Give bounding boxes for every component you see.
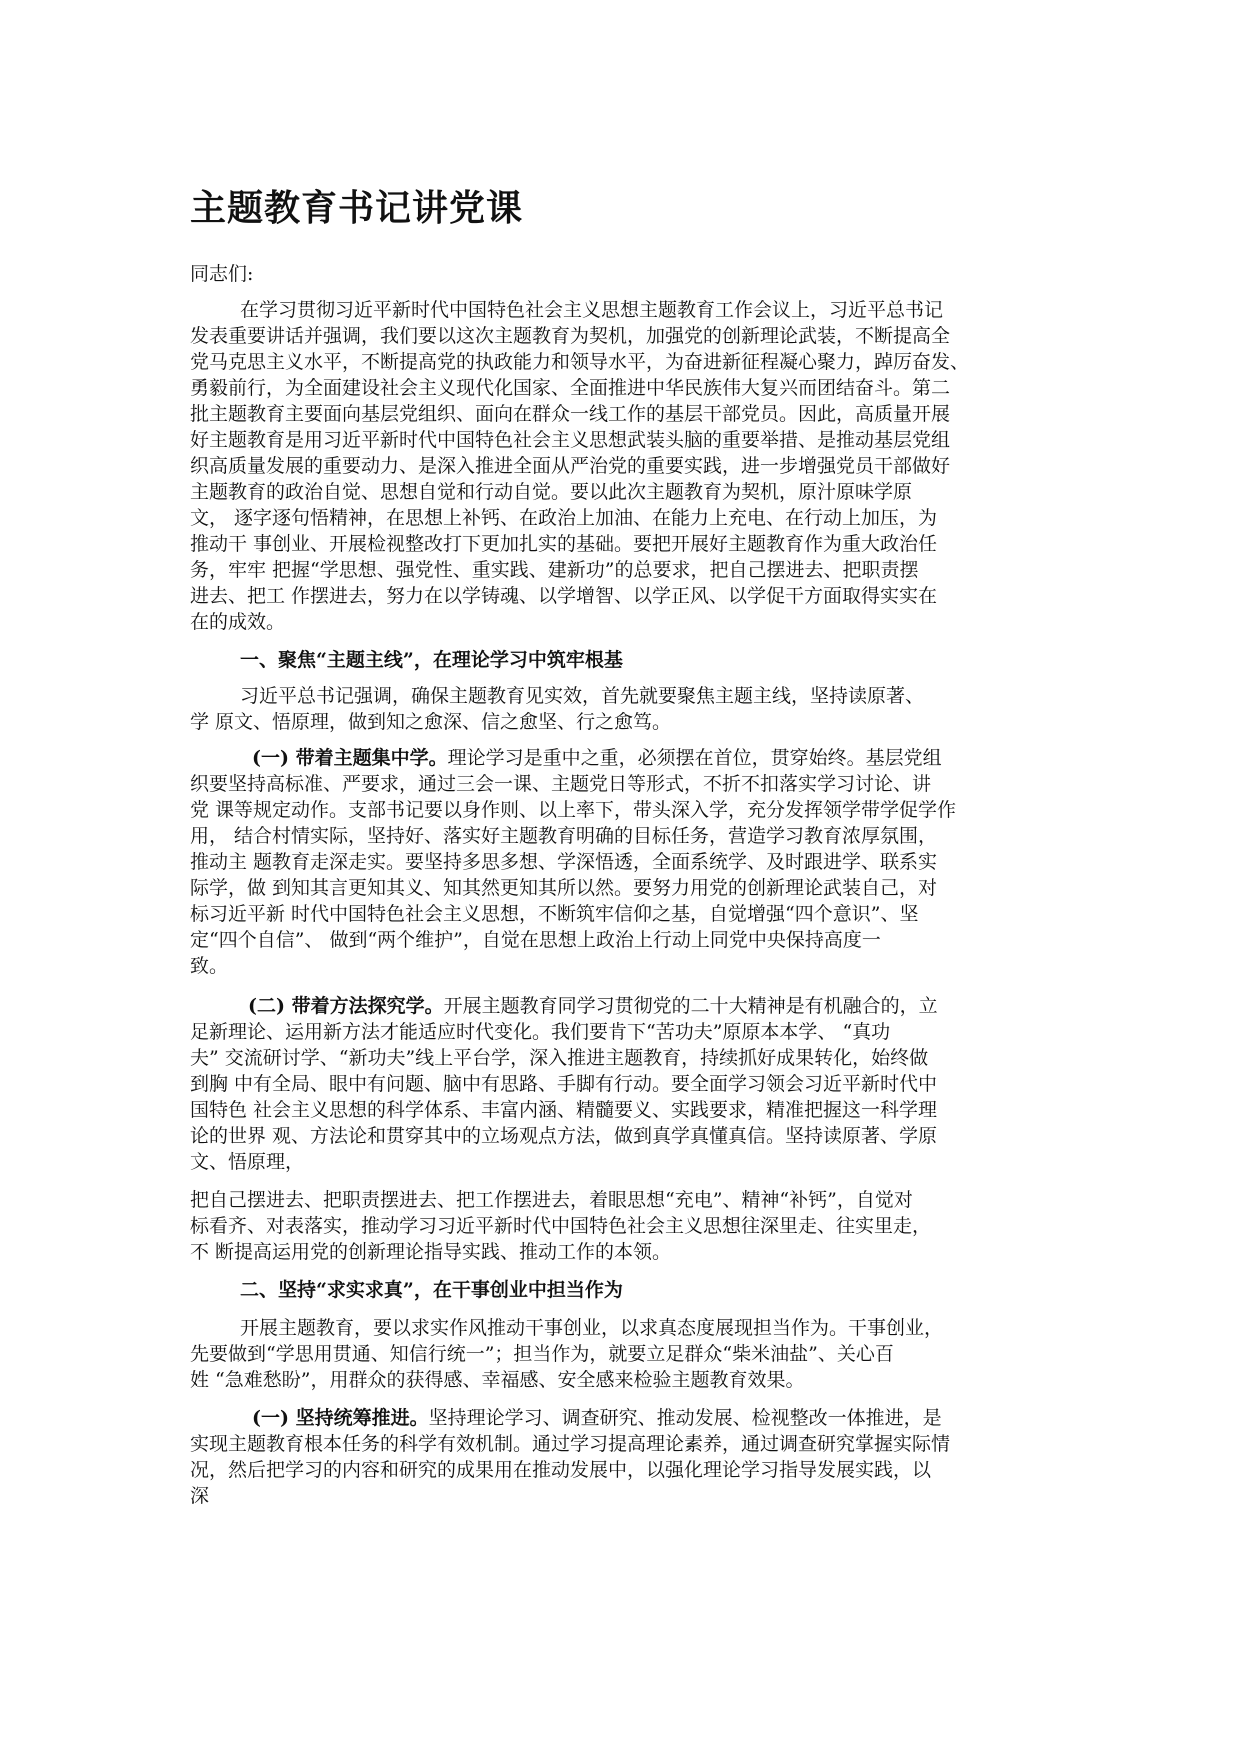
subsection-label: (一) 带着主题集中学。 — [252, 747, 448, 769]
intro-line: 好主题教育是用习近平新时代中国特色社会主义思想武装头脑的重要举措、是推动基层党组 — [190, 429, 951, 451]
subsection-first-line — [248, 994, 938, 1018]
subsection-first-line — [252, 746, 942, 770]
subsection-line: 国特色 社会主义思想的科学体系、丰富内涵、精髓要义、实践要求，精准把握这一科学理 — [190, 1099, 938, 1121]
intro-line: 党马克思主义水平，不断提高党的执政能力和领导水平，为奋进新征程凝心聚力，踔厉奋发、 — [190, 351, 970, 373]
intro-line: 推动干 事创业、开展检视整改打下更加扎实的基础。要把开展好主题教育作为重大政治任 — [190, 533, 938, 555]
subsection-line: 际学，做 到知其言更知其义、知其然更知其所以然。要努力用党的创新理论武装自己，对 — [190, 877, 938, 899]
subsection-line: 文、悟原理， — [190, 1151, 305, 1173]
subsection-line: 党 课等规定动作。支部书记要以身作则、以上率下，带头深入学，充分发挥领学带学促学作 — [190, 799, 957, 821]
subsection-line: 用， 结合村情实际，坚持好、落实好主题教育明确的目标任务，营造学习教育浓厚氛围， — [190, 825, 938, 847]
continuation-line: 标看齐、对表落实，推动学习习近平新时代中国特色社会主义思想往深里走、往实里走， — [190, 1215, 932, 1237]
subsection-line: 织要坚持高标准、严要求，通过三会一课、主题党日等形式，不折不扣落实学习讨论、讲 — [190, 773, 932, 795]
intro-line: 在的成效。 — [190, 611, 286, 633]
intro-line: 在学习贯彻习近平新时代中国特色社会主义思想主题教育工作会议上，习近平总书记 — [240, 299, 944, 321]
subsection-line: 论的世界 观、方法论和贯穿其中的立场观点方法，做到真学真懂真信。坚持读原著、学原 — [190, 1125, 938, 1147]
section-paragraph-line: 学 原文、悟原理，做到知之愈深、信之愈坚、行之愈笃。 — [190, 711, 672, 733]
subsection-line: 实现主题教育根本任务的科学有效机制。通过学习提高理论素养，通过调查研究掌握实际情 — [190, 1433, 951, 1455]
intro-line: 批主题教育主要面向基层党组织、面向在群众一线工作的基层干部党员。因此，高质量开展 — [190, 403, 951, 425]
subsection-label: (一) 坚持统筹推进。 — [252, 1407, 429, 1429]
subsection-line: 深 — [190, 1485, 210, 1507]
section-paragraph-line: 姓 “急难愁盼”，用群众的获得感、幸福感、安全感来检验主题教育效果。 — [190, 1369, 805, 1391]
subsection-line: 况，然后把学习的内容和研究的成果用在推动发展中，以强化理论学习指导发展实践，以 — [190, 1459, 932, 1481]
subsection-line: 标习近平新 时代中国特色社会主义思想，不断筑牢信仰之基，自觉增强“四个意识”、坚 — [190, 903, 919, 925]
greeting: 同志们: — [190, 263, 254, 285]
subsection-line: 到胸 中有全局、眼中有问题、脑中有思路、手脚有行动。要全面学习领会习近平新时代中 — [190, 1073, 938, 1095]
subsection-line: 定“四个自信”、 做到“两个维护”，自觉在思想上政治上行动上同党中央保持高度一 — [190, 929, 881, 951]
subsection-text: 坚持理论学习、调查研究、推动发展、检视整改一体推进，是 — [428, 1407, 942, 1429]
subsection-line: 夫” 交流研讨学、“新功夫”线上平台学，深入推进主题教育，持续抓好成果转化，始终做 — [190, 1047, 929, 1069]
section-heading: 二、坚持“求实求真”，在干事创业中担当作为 — [240, 1279, 623, 1301]
intro-line: 进去、把工 作摆进去，努力在以学铸魂、以学增智、以学正风、以学促干方面取得实实在 — [190, 585, 938, 607]
subsection-first-line — [252, 1406, 942, 1430]
subsection-text: 开展主题教育同学习贯彻党的二十大精神是有机融合的，立 — [443, 995, 938, 1017]
section-heading: 一、聚焦“主题主线”，在理论学习中筑牢根基 — [240, 649, 623, 671]
section-paragraph-line: 开展主题教育，要以求实作风推动干事创业，以求真态度展现担当作为。干事创业， — [240, 1317, 944, 1339]
intro-line: 勇毅前行，为全面建设社会主义现代化国家、全面推进中华民族伟大复兴而团结奋斗。第二 — [190, 377, 951, 399]
subsection-line: 致。 — [190, 955, 229, 977]
intro-line: 文， 逐字逐句悟精神，在思想上补钙、在政治上加油、在能力上充电、在行动上加压，为 — [190, 507, 938, 529]
intro-line: 发表重要讲话并强调，我们要以这次主题教育为契机，加强党的创新理论武装，不断提高全 — [190, 325, 951, 347]
intro-line: 织高质量发展的重要动力、是深入推进全面从严治党的重要实践，进一步增强党员干部做好 — [190, 455, 951, 477]
continuation-line: 把自己摆进去、把职责摆进去、把工作摆进去，着眼思想“充电”、精神“补钙”，自觉对 — [190, 1189, 913, 1211]
intro-line: 务，牢牢 把握“学思想、强党性、重实践、建新功”的总要求，把自己摆进去、把职责摆 — [190, 559, 919, 581]
document-title: 主题教育书记讲党课 — [190, 187, 524, 229]
subsection-line: 推动主 题教育走深走实。要坚持多思多想、学深悟透，全面系统学、及时跟进学、联系实 — [190, 851, 938, 873]
subsection-text: 理论学习是重中之重，必须摆在首位，贯穿始终。基层党组 — [447, 747, 942, 769]
section-paragraph-line: 习近平总书记强调，确保主题教育见实效，首先就要聚焦主题主线，坚持读原著、 — [240, 685, 925, 707]
continuation-line: 不 断提高运用党的创新理论指导实践、推动工作的本领。 — [190, 1241, 672, 1263]
section-paragraph-line: 先要做到“学思用贯通、知信行统一”；担当作为，就要立足群众“柴米油盐”、关心百 — [190, 1343, 894, 1365]
intro-line: 主题教育的政治自觉、思想自觉和行动自觉。要以此次主题教育为契机，原汁原味学原 — [190, 481, 913, 503]
subsection-label: (二) 带着方法探究学。 — [248, 995, 444, 1017]
subsection-line: 足新理论、运用新方法才能适应时代变化。我们要肯下“苦功夫”原原本本学、 “真功 — [190, 1021, 891, 1043]
